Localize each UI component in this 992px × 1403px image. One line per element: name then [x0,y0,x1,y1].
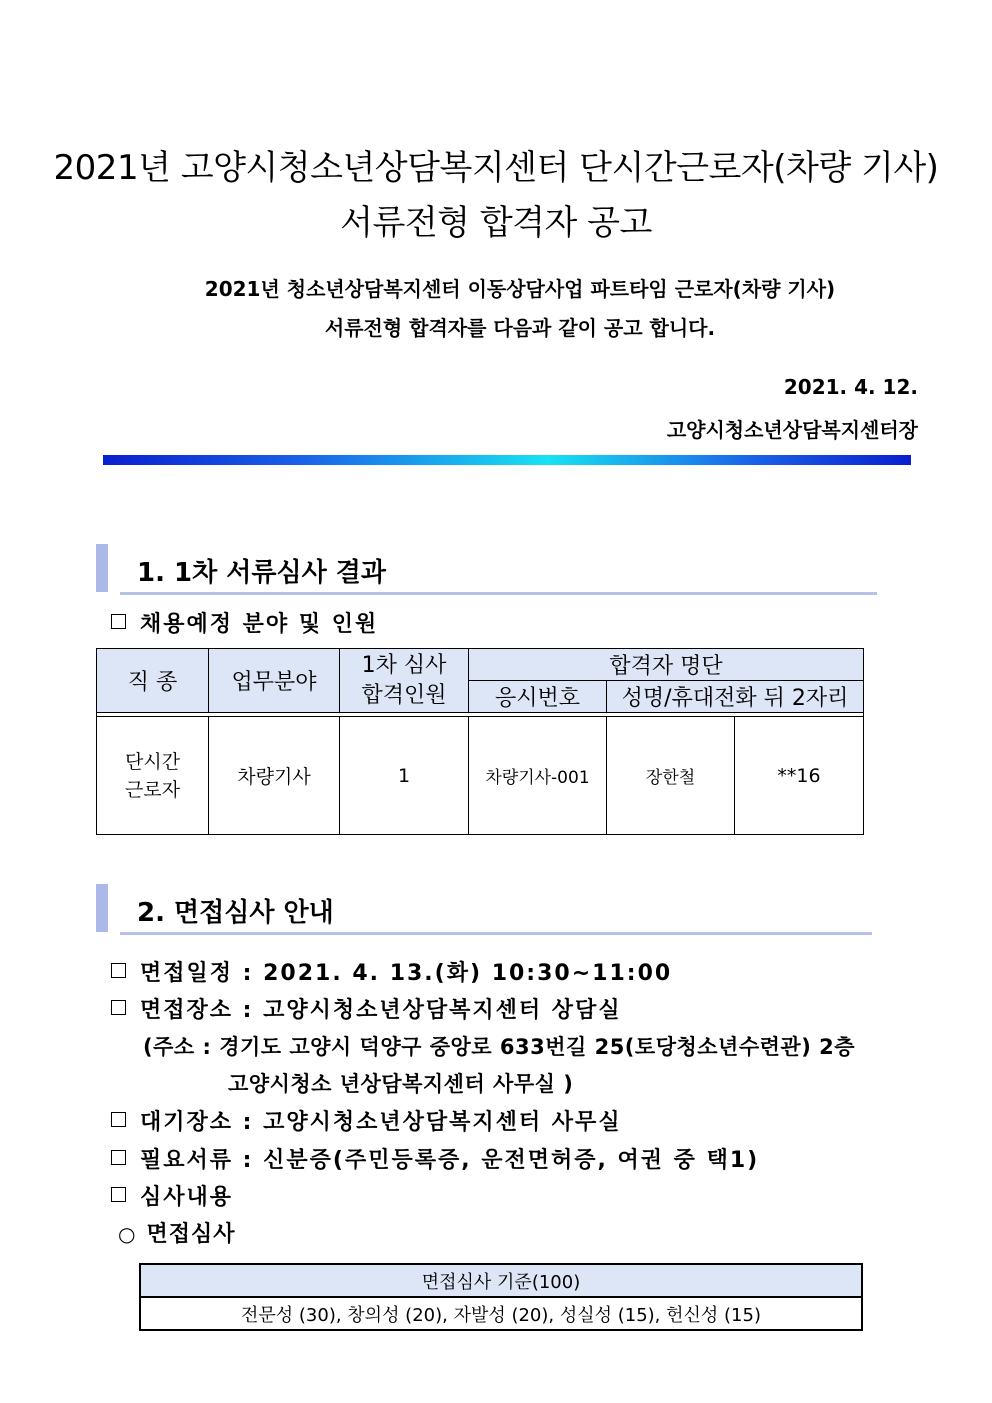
intro-line2: 서류전형 합격자를 다음과 같이 공고 합니다. [324,316,716,340]
header-job-type: 직 종 [97,649,209,713]
item-content-text: 심사내용 [140,1185,234,1210]
item-waiting [111,1105,622,1136]
section1-title: 1. 1차 서류심사 결과 [137,558,387,588]
result-table [96,648,864,835]
item-address-line1: (주소 : 경기도 고양시 덕양구 중앙로 633번길 25(토당청소년수련관) 2층 [143,1035,855,1059]
page-title-line1: 2021년 고양시청소년상담복지센터 단시간근로자(차량 기사) [53,148,939,188]
cell-exam-no: 차량기사-001 [469,717,607,835]
issuer: 고양시청소년상담복지센터장 [666,418,918,442]
intro-line1: 2021년 청소년상담복지센터 이동상담사업 파트타임 근로자(차량 기사) [204,277,836,301]
checkbox-bullet-icon [111,1150,126,1165]
item-location [111,993,622,1024]
header-passers: 합격자 명단 [469,649,864,681]
item-interview [118,1217,235,1248]
item-schedule-text: 면접일정 : 2021. 4. 13.(화) 10:30~11:00 [140,961,673,986]
header-field: 업무분야 [209,649,340,713]
section1-underline [120,592,877,595]
cell-field: 차량기사 [209,717,340,835]
section2-underline [120,932,872,935]
header-exam-no: 응시번호 [469,681,607,713]
cell-count: 1 [340,717,469,835]
header-first-round-line2: 합격인원 [361,682,447,708]
cell-phone: **16 [735,717,864,835]
item-waiting-text: 대기장소 : 고양시청소년상담복지센터 사무실 [140,1110,622,1135]
page-title-line2: 서류전형 합격자 공고 [340,203,652,243]
checkbox-bullet-icon [111,1000,126,1015]
item-documents-text: 필요서류 : 신분증(주민등록증, 운전면허증, 여권 중 택1) [140,1148,760,1173]
header-divider [103,455,911,465]
cell-job-type-line1: 단시간 [124,750,181,773]
cell-job-type-line2: 근로자 [124,778,181,801]
cell-name: 장한철 [607,717,735,835]
header-first-round-line1: 1차 심사 [361,652,447,678]
section1-bullet-text: 채용예정 분야 및 인원 [140,612,379,637]
item-documents [111,1143,759,1174]
header-name-phone: 성명/휴대전화 뒤 2자리 [607,681,864,713]
cell-job-type [97,717,209,835]
section2-title: 2. 면접심사 안내 [137,898,334,928]
section1-bar [96,544,108,592]
checkbox-bullet-icon [111,1112,126,1127]
criteria-body: 전문성 (30), 창의성 (20), 자발성 (20), 성실성 (15), 헌신성 (15) [140,1297,862,1330]
table-row [97,717,864,835]
section2-bar [96,884,108,932]
checkbox-bullet-icon [111,963,126,978]
checkbox-bullet-icon [111,614,126,629]
announcement-date: 2021. 4. 12. [783,375,918,399]
item-address-line2: 고양시청소 년상담복지센터 사무실 ) [228,1072,574,1096]
circle-bullet-icon: ○ [118,1222,137,1246]
criteria-header: 면접심사 기준(100) [140,1264,862,1297]
section1-bullet [111,607,378,638]
criteria-table [139,1263,863,1331]
item-schedule [111,956,672,987]
item-content [111,1180,233,1211]
checkbox-bullet-icon [111,1187,126,1202]
item-interview-text: 면접심사 [146,1222,236,1247]
item-location-text: 면접장소 : 고양시청소년상담복지센터 상담실 [140,998,622,1023]
header-first-round [340,649,469,713]
